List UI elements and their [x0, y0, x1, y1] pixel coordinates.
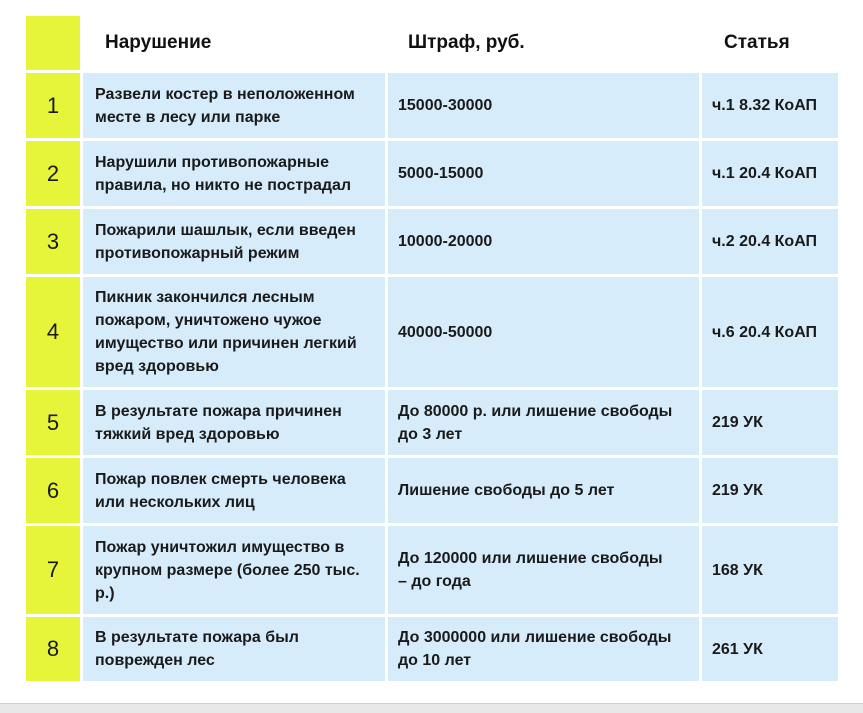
table-row — [26, 141, 838, 206]
row-fine: Лишение свободы до 5 лет — [388, 458, 699, 523]
row-article: ч.1 8.32 КоАП — [702, 73, 838, 138]
row-violation: Пикник закончился лесным пожаром, уничтожено чужое имущество или причинен легкий вред здоровью — [83, 277, 385, 387]
row-fine: 15000-30000 — [388, 73, 699, 138]
table-row — [26, 390, 838, 455]
row-article: 261 УК — [702, 617, 838, 681]
row-violation: Нарушили противопожарные правила, но никто не пострадал — [83, 141, 385, 206]
row-fine: 40000-50000 — [388, 277, 699, 387]
row-violation: Развели костер в неположенном месте в лесу или парке — [83, 73, 385, 138]
fines-table — [23, 13, 841, 684]
row-article: ч.1 20.4 КоАП — [702, 141, 838, 206]
header-article: Статья — [702, 16, 838, 70]
table-row — [26, 73, 838, 138]
row-violation: Пожар повлек смерть человека или нескольких лиц — [83, 458, 385, 523]
table-row — [26, 617, 838, 681]
row-article: 219 УК — [702, 390, 838, 455]
header-number-cell — [26, 16, 80, 70]
row-number: 6 — [26, 458, 80, 523]
row-fine: До 3000000 или лишение свободы до 10 лет — [388, 617, 699, 681]
row-number: 7 — [26, 526, 80, 614]
row-fine: 5000-15000 — [388, 141, 699, 206]
row-fine: До 80000 р. или лишение свободы до 3 лет — [388, 390, 699, 455]
row-violation: Пожарили шашлык, если введен противопожарный режим — [83, 209, 385, 274]
row-article: ч.6 20.4 КоАП — [702, 277, 838, 387]
row-article: 168 УК — [702, 526, 838, 614]
row-violation: Пожар уничтожил имущество в крупном размере (более 250 тыс. р.) — [83, 526, 385, 614]
row-number: 3 — [26, 209, 80, 274]
row-fine: До 120000 или лишение свободы – до года — [388, 526, 699, 614]
header-violation: Нарушение — [83, 16, 385, 70]
table-row — [26, 458, 838, 523]
fines-table-container — [26, 16, 837, 681]
row-number: 5 — [26, 390, 80, 455]
table-row — [26, 209, 838, 274]
row-number: 1 — [26, 73, 80, 138]
table-row — [26, 277, 838, 387]
header-fine: Штраф, руб. — [388, 16, 699, 70]
row-number: 4 — [26, 277, 80, 387]
row-violation: В результате пожара был поврежден лес — [83, 617, 385, 681]
row-number: 8 — [26, 617, 80, 681]
table-row — [26, 526, 838, 614]
row-number: 2 — [26, 141, 80, 206]
table-header-row — [26, 16, 838, 70]
row-violation: В результате пожара причинен тяжкий вред здоровью — [83, 390, 385, 455]
row-fine: 10000-20000 — [388, 209, 699, 274]
row-article: 219 УК — [702, 458, 838, 523]
row-article: ч.2 20.4 КоАП — [702, 209, 838, 274]
